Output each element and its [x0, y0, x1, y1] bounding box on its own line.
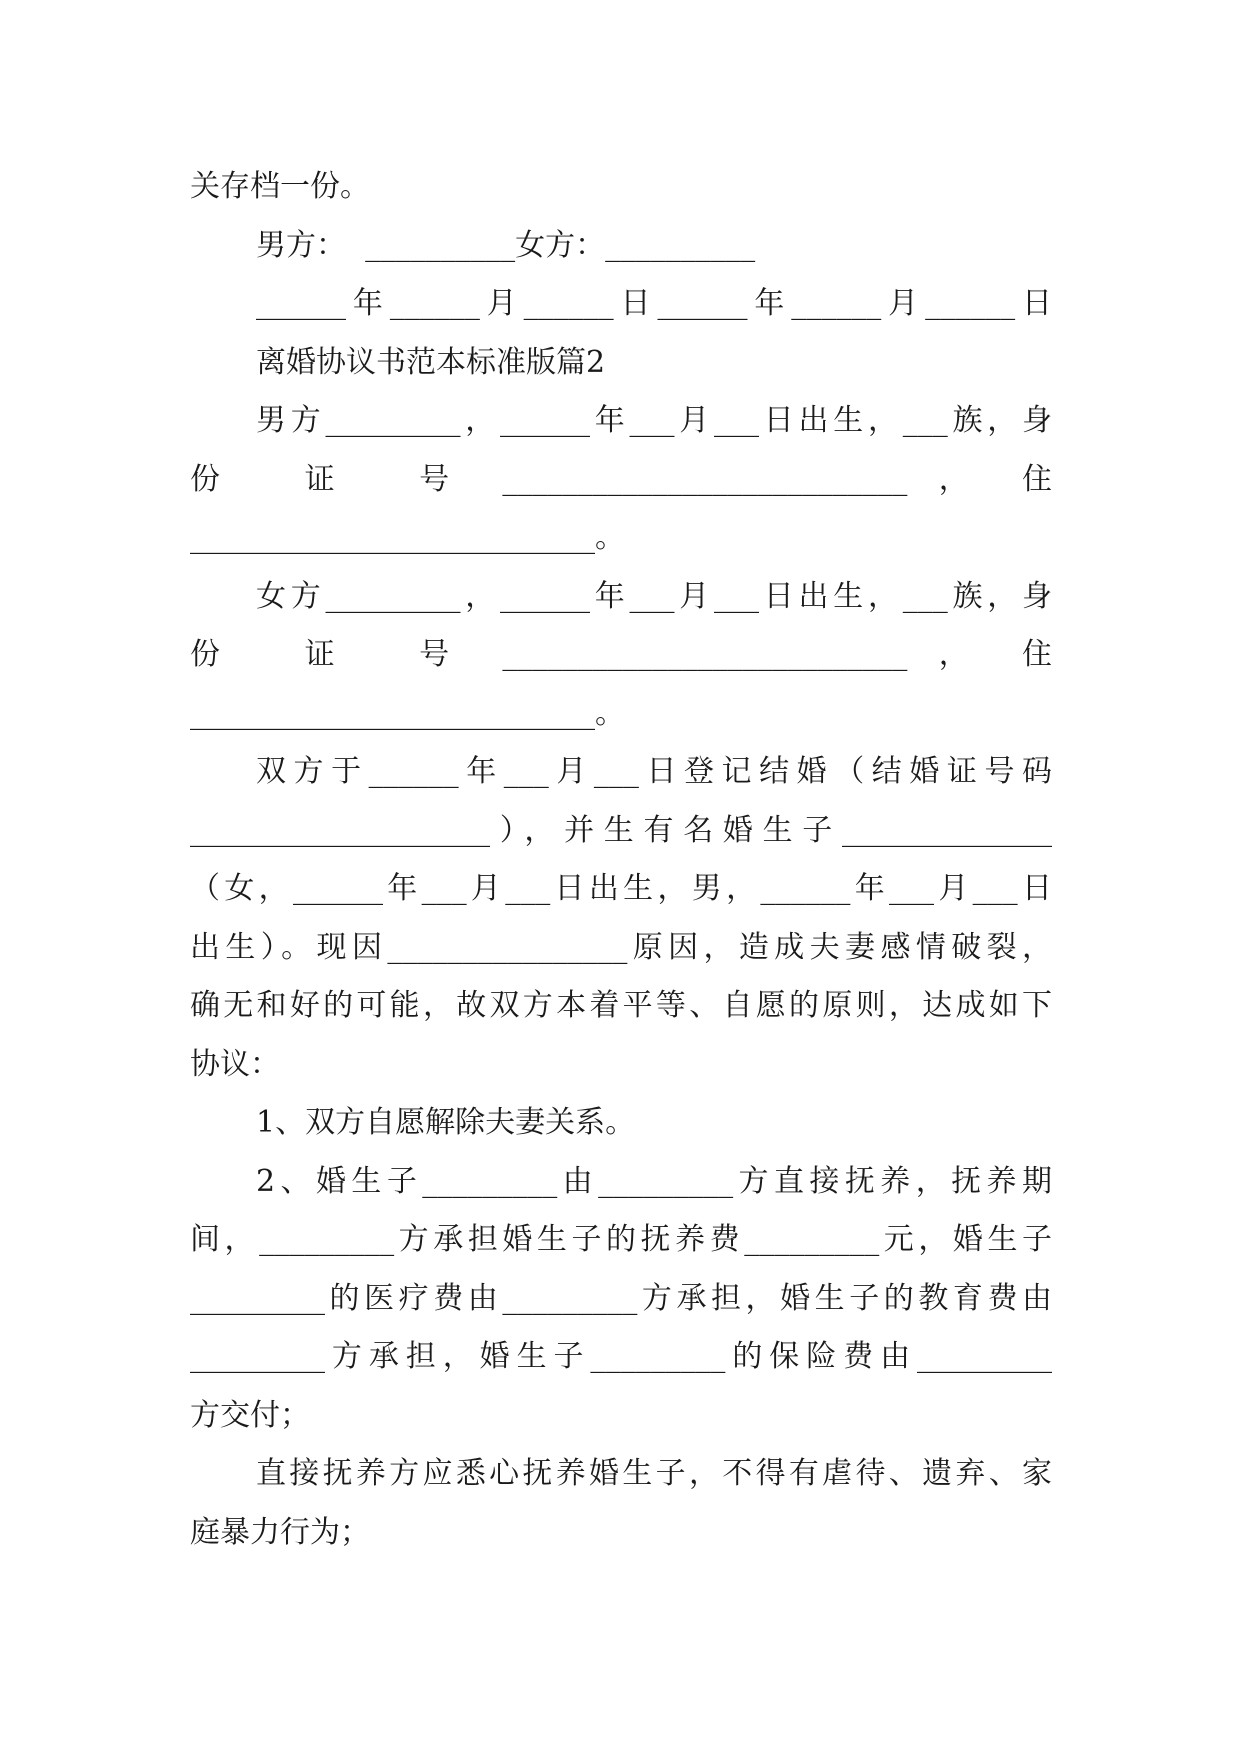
text-line-woman-address: ___________________________。: [190, 695, 625, 731]
clause-2-line-5: 方交付；: [190, 1397, 310, 1433]
text-line-man-address: ___________________________。: [190, 520, 625, 555]
clause-2-line-4: _________方承担，婚生子_________的保险费由_________: [190, 1339, 1052, 1374]
text-line-dates: ______年______月______日______年______月______日: [256, 286, 1052, 321]
text-line-certificate: ____________________），并生有名婚生子______________: [190, 812, 1052, 848]
text-line-woman-birth: 女方_________，______年___月___日出生，___族，身: [256, 578, 1052, 614]
custody-line-2: 庭暴力行为；: [190, 1514, 370, 1550]
text-line-principle: 确无和好的可能，故双方本着平等、自愿的原则，达成如下: [190, 988, 1052, 1023]
custody-line-1: 直接抚养方应悉心抚养婚生子，不得有虐待、遗弃、家: [256, 1456, 1052, 1491]
text-line-marriage: 双方于______年___月___日登记结婚（结婚证号码: [256, 754, 1052, 789]
text-line-agreement: 协议：: [190, 1046, 280, 1082]
text-line-children: （女，______年___月___日出生，男，______年___月___日: [190, 871, 1052, 906]
clause-2-line-2: 间，_________方承担婚生子的抚养费_________元，婚生子: [190, 1222, 1052, 1257]
text-line-woman-id: 份 证 号 ___________________________ ， 住: [190, 637, 1052, 672]
clause-1: 1、双方自愿解除夫妻关系。: [256, 1105, 636, 1140]
text-line-man-birth: 男方_________，______年___月___日出生，___族，身: [256, 403, 1052, 438]
clause-2-line-1: 2、婚生子_________由_________方直接抚养，抚养期: [256, 1163, 1052, 1199]
clause-2-line-3: _________的医疗费由_________方承担，婚生子的教育费由: [190, 1280, 1052, 1316]
text-line-man-id: 份 证 号 ___________________________ ， 住: [190, 461, 1052, 497]
text-line-archive: 关存档一份。: [190, 169, 370, 204]
text-line-signatures: 男方： __________女方：__________: [256, 227, 756, 263]
document-body: [190, 158, 1052, 1562]
text-line-reason: 出生）。现因________________原因，造成夫妻感情破裂，: [190, 929, 1052, 965]
section-heading: 离婚协议书范本标准版篇2: [256, 344, 606, 380]
